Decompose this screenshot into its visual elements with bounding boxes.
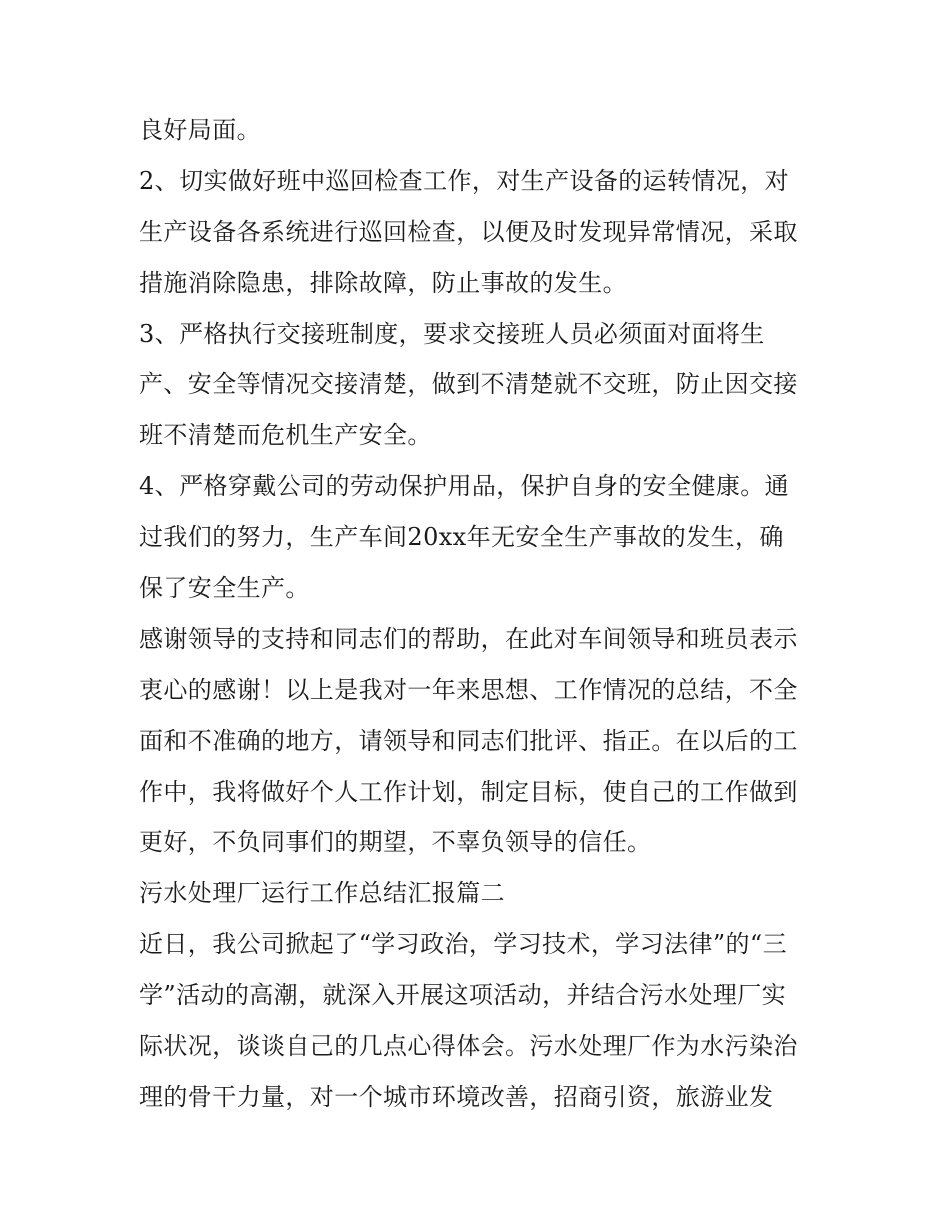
text-line: 面和不准确的地方，请领导和同志们批评、指正。在以后的工 — [139, 726, 798, 755]
text-line: 近日，我公司掀起了“学习政治，学习技术，学习法律”的“三 — [139, 930, 788, 959]
text-line: 理的骨干力量，对一个城市环境改善，招商引资，旅游业发 — [139, 1082, 774, 1111]
text-line: 班不清楚而危机生产安全。 — [139, 421, 432, 450]
text-line: 3、严格执行交接班制度，要求交接班人员必须面对面将生 — [139, 319, 765, 348]
document-body — [139, 105, 819, 1123]
text-line: 2、切实做好班中巡回检查工作，对生产设备的运转情况，对 — [139, 166, 790, 195]
text-line: 产、安全等情况交接清楚，做到不清楚就不交班，防止因交接 — [139, 370, 798, 399]
text-line: 保了安全生产。 — [139, 574, 310, 603]
text-line: 措施消除隐患，排除故障，防止事故的发生。 — [139, 268, 627, 297]
text-line: 生产设备各系统进行巡回检查，以便及时发现异常情况，采取 — [139, 217, 798, 246]
text-line: 作中，我将做好个人工作计划，制定目标，使自己的工作做到 — [139, 777, 798, 806]
text-line: 衷心的感谢！以上是我对一年来思想、工作情况的总结，不全 — [139, 675, 798, 704]
section-title: 污水处理厂运行工作总结汇报篇二 — [139, 879, 505, 908]
text-line: 更好，不负同事们的期望，不辜负领导的信任。 — [139, 828, 652, 857]
text-line: 感谢领导的支持和同志们的帮助，在此对车间领导和班员表示 — [139, 624, 798, 653]
text-line: 良好局面。 — [139, 116, 261, 144]
text-line: 际状况，谈谈自己的几点心得体会。污水处理厂作为水污染治 — [139, 1032, 798, 1061]
text-line: 4、严格穿戴公司的劳动保护用品，保护自身的安全健康。通 — [139, 472, 790, 501]
text-line: 过我们的努力，生产车间20xx年无安全生产事故的发生，确 — [139, 523, 784, 552]
text-line: 学”活动的高潮，就深入开展这项活动，并结合污水处理厂实 — [139, 981, 787, 1010]
